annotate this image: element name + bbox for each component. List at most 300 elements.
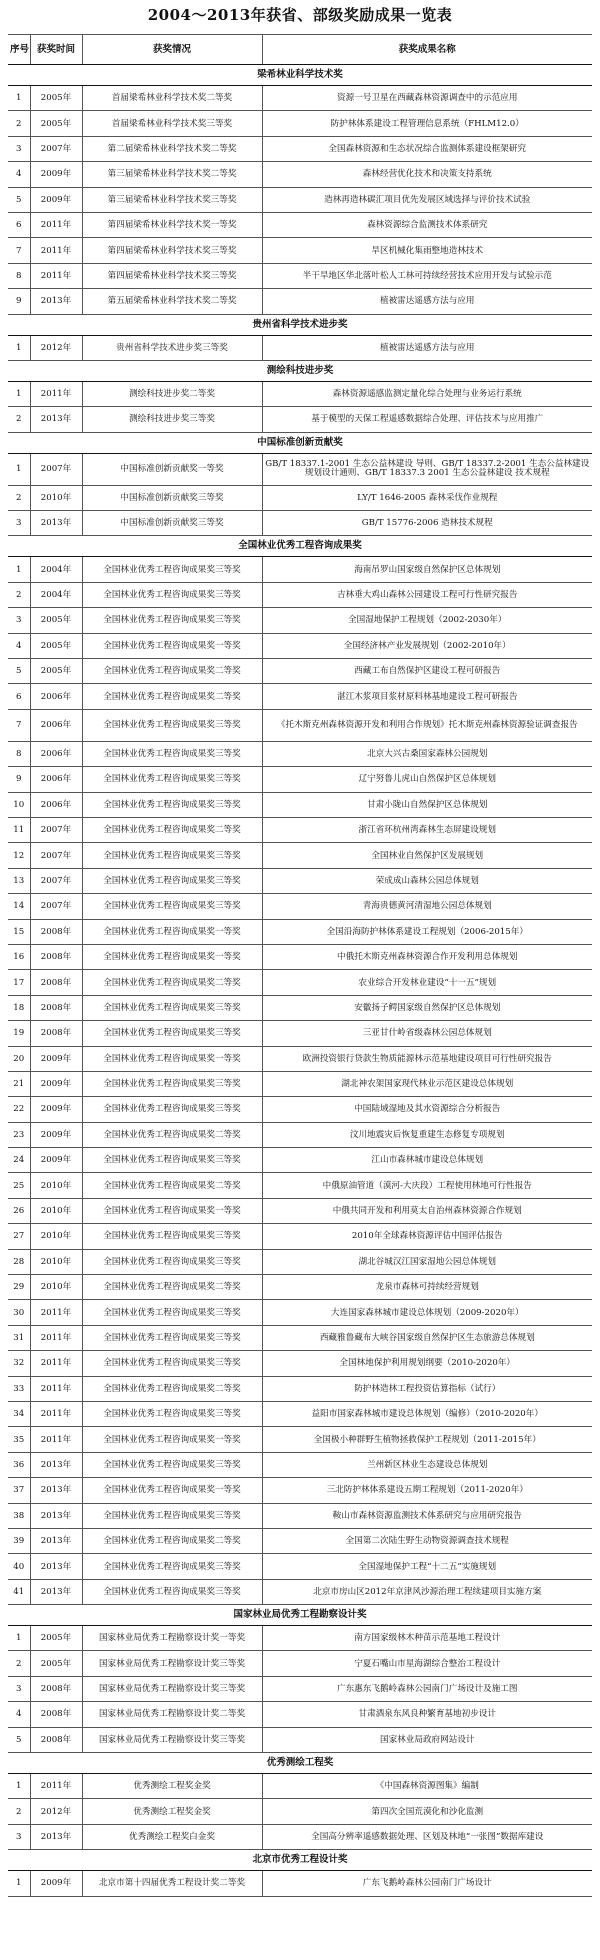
award-year: 2007年 xyxy=(30,817,82,842)
award-name: 全国林业优秀工程咨询成果奖二等奖 xyxy=(82,1376,262,1401)
result-name: 2010年全球森林资源评估中国评估报告 xyxy=(262,1224,592,1249)
document-title: 2004～2013年获省、部级奖励成果一览表 xyxy=(147,6,453,24)
award-year: 2006年 xyxy=(30,741,82,766)
row-number: 2 xyxy=(8,111,30,136)
result-name: 《中国森林资源图集》编制 xyxy=(262,1774,592,1799)
result-name: 青海贵德黄河清湿地公园总体规划 xyxy=(262,894,592,919)
table-row xyxy=(8,659,592,684)
table-row xyxy=(8,1452,592,1477)
row-number: 28 xyxy=(8,1249,30,1274)
award-year: 2011年 xyxy=(30,1401,82,1426)
award-name: 第三届梁希林业科学技术奖三等奖 xyxy=(82,187,262,212)
result-name: 益阳市国家森林城市建设总体规划（编修）（2010-2020年） xyxy=(262,1401,592,1426)
award-year: 2013年 xyxy=(30,1554,82,1579)
result-name: 防护林造林工程投资估算指标（试行） xyxy=(262,1376,592,1401)
award-name: 首届梁希林业科学技术奖二等奖 xyxy=(82,86,262,111)
section-title: 国家林业局优秀工程勘察设计奖 xyxy=(8,1605,592,1626)
award-name: 全国林业优秀工程咨询成果奖二等奖 xyxy=(82,1173,262,1198)
award-name: 国家林业局优秀工程勘察设计奖三等奖 xyxy=(82,1727,262,1752)
result-name: 浙江省环杭州湾森林生态屏建设规划 xyxy=(262,817,592,842)
result-name: 防护林体系建设工程管理信息系统（FHLM12.0） xyxy=(262,111,592,136)
table-row xyxy=(8,1528,592,1553)
table-row xyxy=(8,1198,592,1223)
table-row xyxy=(8,187,592,212)
result-name: 龙泉市森林可持续经营规划 xyxy=(262,1275,592,1300)
result-name: 全国森林资源和生态状况综合监测体系建设框架研究 xyxy=(262,136,592,161)
award-name: 测绘科技进步奖二等奖 xyxy=(82,381,262,406)
result-name: 北京市房山区2012年京津风沙源治理工程续建项目实施方案 xyxy=(262,1579,592,1604)
award-name: 第三届梁希林业科学技术奖二等奖 xyxy=(82,162,262,187)
row-number: 14 xyxy=(8,894,30,919)
table-row xyxy=(8,1097,592,1122)
row-number: 1 xyxy=(8,1774,30,1799)
award-name: 全国林业优秀工程咨询成果奖三等奖 xyxy=(82,1224,262,1249)
award-name: 全国林业优秀工程咨询成果奖三等奖 xyxy=(82,843,262,868)
award-year: 2004年 xyxy=(30,557,82,582)
award-year: 2012年 xyxy=(30,1799,82,1824)
row-number: 23 xyxy=(8,1122,30,1147)
table-row xyxy=(8,1871,592,1896)
award-year: 2013年 xyxy=(30,1478,82,1503)
result-name: 森林经营优化技术和决策支持系统 xyxy=(262,162,592,187)
table-row xyxy=(8,263,592,288)
table-row xyxy=(8,1071,592,1096)
award-year: 2005年 xyxy=(30,111,82,136)
table-row xyxy=(8,381,592,406)
award-name: 全国林业优秀工程咨询成果奖三等奖 xyxy=(82,792,262,817)
header-year: 获奖时间 xyxy=(30,35,82,65)
award-year: 2011年 xyxy=(30,238,82,263)
table-row xyxy=(8,1554,592,1579)
result-name: 湖北神农架国家现代林业示范区建设总体规划 xyxy=(262,1071,592,1096)
award-year: 2007年 xyxy=(30,843,82,868)
award-year: 2008年 xyxy=(30,1702,82,1727)
result-name: 全国第二次陆生野生动物资源调查技术规程 xyxy=(262,1528,592,1553)
award-year: 2011年 xyxy=(30,1774,82,1799)
result-name: 第四次全国荒漠化和沙化监测 xyxy=(262,1799,592,1824)
table-row xyxy=(8,1173,592,1198)
row-number: 32 xyxy=(8,1351,30,1376)
row-number: 3 xyxy=(8,1824,30,1849)
row-number: 5 xyxy=(8,659,30,684)
table-row xyxy=(8,1376,592,1401)
award-year: 2005年 xyxy=(30,659,82,684)
table-row xyxy=(8,817,592,842)
result-name: 中俄原油管道（漠河-大庆段）工程使用林地可行性报告 xyxy=(262,1173,592,1198)
row-number: 35 xyxy=(8,1427,30,1452)
award-name: 国家林业局优秀工程勘察设计奖三等奖 xyxy=(82,1651,262,1676)
result-name: 汶川地震灾后恢复重建生态修复专项规划 xyxy=(262,1122,592,1147)
table-row xyxy=(8,608,592,633)
row-number: 1 xyxy=(8,1871,30,1896)
table-row xyxy=(8,919,592,944)
row-number: 19 xyxy=(8,1021,30,1046)
section-header-row xyxy=(8,1753,592,1774)
result-name: 江山市森林城市建设总体规划 xyxy=(262,1148,592,1173)
table-row xyxy=(8,970,592,995)
award-name: 北京市第十四届优秀工程设计奖二等奖 xyxy=(82,1871,262,1896)
award-year: 2010年 xyxy=(30,1249,82,1274)
award-name: 全国林业优秀工程咨询成果奖三等奖 xyxy=(82,741,262,766)
result-name: 海南吊罗山国家级自然保护区总体规划 xyxy=(262,557,592,582)
result-name: 植被雷达遥感方法与应用 xyxy=(262,335,592,360)
award-name: 中国标准创新贡献奖一等奖 xyxy=(82,453,262,485)
result-name: 宁夏石嘴山市星海湖综合整治工程设计 xyxy=(262,1651,592,1676)
section-title: 测绘科技进步奖 xyxy=(8,360,592,381)
row-number: 36 xyxy=(8,1452,30,1477)
award-year: 2013年 xyxy=(30,1503,82,1528)
row-number: 11 xyxy=(8,817,30,842)
section-title: 北京市优秀工程设计奖 xyxy=(8,1850,592,1871)
award-year: 2011年 xyxy=(30,212,82,237)
award-year: 2013年 xyxy=(30,1824,82,1849)
table-row xyxy=(8,1579,592,1604)
result-name: 西藏雅鲁藏布大峡谷国家级自然保护区生态旅游总体规划 xyxy=(262,1325,592,1350)
award-year: 2006年 xyxy=(30,792,82,817)
award-year: 2013年 xyxy=(30,1579,82,1604)
award-name: 第四届梁希林业科学技术奖一等奖 xyxy=(82,212,262,237)
award-name: 全国林业优秀工程咨询成果奖三等奖 xyxy=(82,1300,262,1325)
award-year: 2005年 xyxy=(30,86,82,111)
result-name: 吉林垂大鸡山森林公园建设工程可行性研究报告 xyxy=(262,582,592,607)
table-row xyxy=(8,1503,592,1528)
row-number: 2 xyxy=(8,582,30,607)
row-number: 4 xyxy=(8,633,30,658)
award-name: 测绘科技进步奖三等奖 xyxy=(82,407,262,432)
row-number: 25 xyxy=(8,1173,30,1198)
award-name: 全国林业优秀工程咨询成果奖三等奖 xyxy=(82,1097,262,1122)
row-number: 26 xyxy=(8,1198,30,1223)
row-number: 8 xyxy=(8,263,30,288)
result-name: 广东飞鹅岭森林公园南门广场设计 xyxy=(262,1871,592,1896)
row-number: 1 xyxy=(8,1626,30,1651)
award-year: 2009年 xyxy=(30,1148,82,1173)
result-name: 大连国家森林城市建设总体规划（2009-2020年） xyxy=(262,1300,592,1325)
table-row xyxy=(8,238,592,263)
row-number: 21 xyxy=(8,1071,30,1096)
award-year: 2009年 xyxy=(30,1871,82,1896)
row-number: 13 xyxy=(8,868,30,893)
award-name: 全国林业优秀工程咨询成果奖三等奖 xyxy=(82,767,262,792)
result-name: 安徽扬子鳄国家级自然保护区总体规划 xyxy=(262,995,592,1020)
row-number: 1 xyxy=(8,381,30,406)
table-row xyxy=(8,1351,592,1376)
result-name: GB/T 15776-2006 造林技术规程 xyxy=(262,511,592,536)
row-number: 5 xyxy=(8,1727,30,1752)
table-row xyxy=(8,1702,592,1727)
award-name: 全国林业优秀工程咨询成果奖三等奖 xyxy=(82,1554,262,1579)
award-year: 2010年 xyxy=(30,1275,82,1300)
award-year: 2012年 xyxy=(30,335,82,360)
table-row xyxy=(8,212,592,237)
row-number: 9 xyxy=(8,289,30,314)
result-name: 植被雷达遥感方法与应用 xyxy=(262,289,592,314)
award-name: 全国林业优秀工程咨询成果奖三等奖 xyxy=(82,1503,262,1528)
award-year: 2009年 xyxy=(30,1122,82,1147)
award-name: 全国林业优秀工程咨询成果奖三等奖 xyxy=(82,1249,262,1274)
row-number: 7 xyxy=(8,238,30,263)
result-name: 三亚甘什岭省级森林公园总体规划 xyxy=(262,1021,592,1046)
table-row xyxy=(8,407,592,432)
award-name: 优秀测绘工程奖金奖 xyxy=(82,1774,262,1799)
award-year: 2008年 xyxy=(30,919,82,944)
award-year: 2008年 xyxy=(30,944,82,969)
table-row xyxy=(8,633,592,658)
result-name: 甘肃酒泉东风良种繁育基地初步设计 xyxy=(262,1702,592,1727)
award-name: 全国林业优秀工程咨询成果奖二等奖 xyxy=(82,659,262,684)
table-row xyxy=(8,511,592,536)
award-year: 2004年 xyxy=(30,582,82,607)
result-name: 中俄托木斯克州森林资源合作开发利用总体规划 xyxy=(262,944,592,969)
result-name: 《托木斯克州森林资源开发和利用合作规划》托木斯克州森林资源验证调查报告 xyxy=(262,709,592,741)
section-header-row xyxy=(8,360,592,381)
award-year: 2008年 xyxy=(30,1021,82,1046)
table-row xyxy=(8,843,592,868)
award-name: 全国林业优秀工程咨询成果奖一等奖 xyxy=(82,1427,262,1452)
row-number: 8 xyxy=(8,741,30,766)
award-name: 全国林业优秀工程咨询成果奖一等奖 xyxy=(82,1478,262,1503)
row-number: 33 xyxy=(8,1376,30,1401)
row-number: 18 xyxy=(8,995,30,1020)
header-award: 获奖情况 xyxy=(82,35,262,65)
award-year: 2011年 xyxy=(30,1351,82,1376)
award-year: 2006年 xyxy=(30,709,82,741)
award-year: 2006年 xyxy=(30,684,82,709)
award-name: 全国林业优秀工程咨询成果奖三等奖 xyxy=(82,582,262,607)
result-name: 西藏工布自然保护区建设工程可研报告 xyxy=(262,659,592,684)
result-name: 国家林业局政府网站设计 xyxy=(262,1727,592,1752)
result-name: 南方国家级林木种苗示范基地工程设计 xyxy=(262,1626,592,1651)
row-number: 2 xyxy=(8,1651,30,1676)
award-year: 2013年 xyxy=(30,289,82,314)
award-name: 全国林业优秀工程咨询成果奖三等奖 xyxy=(82,608,262,633)
row-number: 20 xyxy=(8,1046,30,1071)
award-name: 全国林业优秀工程咨询成果奖三等奖 xyxy=(82,1021,262,1046)
row-number: 7 xyxy=(8,709,30,741)
award-year: 2005年 xyxy=(30,633,82,658)
award-year: 2010年 xyxy=(30,1224,82,1249)
award-year: 2011年 xyxy=(30,381,82,406)
row-number: 16 xyxy=(8,944,30,969)
table-row xyxy=(8,1651,592,1676)
awards-table xyxy=(8,34,592,1897)
result-name: 荣成成山森林公园总体规划 xyxy=(262,868,592,893)
row-number: 38 xyxy=(8,1503,30,1528)
award-name: 国家林业局优秀工程勘察设计奖三等奖 xyxy=(82,1676,262,1701)
table-row xyxy=(8,485,592,510)
table-row xyxy=(8,894,592,919)
row-number: 1 xyxy=(8,557,30,582)
row-number: 6 xyxy=(8,212,30,237)
table-header-row xyxy=(8,35,592,65)
table-row xyxy=(8,868,592,893)
award-name: 全国林业优秀工程咨询成果奖一等奖 xyxy=(82,919,262,944)
award-name: 全国林业优秀工程咨询成果奖三等奖 xyxy=(82,557,262,582)
award-year: 2008年 xyxy=(30,1727,82,1752)
award-year: 2011年 xyxy=(30,1300,82,1325)
row-number: 1 xyxy=(8,335,30,360)
table-row xyxy=(8,335,592,360)
table-row xyxy=(8,1727,592,1752)
result-name: 湖北谷城汉江国家湿地公园总体规划 xyxy=(262,1249,592,1274)
result-name: 全国湿地保护工程规划（2002-2030年） xyxy=(262,608,592,633)
section-title: 全国林业优秀工程咨询成果奖 xyxy=(8,536,592,557)
table-row xyxy=(8,86,592,111)
result-name: 甘肃小陇山自然保护区总体规划 xyxy=(262,792,592,817)
result-name: 中国陆域湿地及其水资源综合分析报告 xyxy=(262,1097,592,1122)
table-row xyxy=(8,767,592,792)
award-year: 2007年 xyxy=(30,894,82,919)
section-header-row xyxy=(8,314,592,335)
table-row xyxy=(8,709,592,741)
award-year: 2007年 xyxy=(30,453,82,485)
table-row xyxy=(8,136,592,161)
award-year: 2008年 xyxy=(30,970,82,995)
row-number: 27 xyxy=(8,1224,30,1249)
award-name: 首届梁希林业科学技术奖三等奖 xyxy=(82,111,262,136)
result-name: 全国沿海防护林体系建设工程规划（2006-2015年） xyxy=(262,919,592,944)
row-number: 24 xyxy=(8,1148,30,1173)
result-name: 全国湿地保护工程“十二五”实施规划 xyxy=(262,1554,592,1579)
table-row xyxy=(8,111,592,136)
award-year: 2009年 xyxy=(30,187,82,212)
award-year: 2009年 xyxy=(30,1046,82,1071)
row-number: 3 xyxy=(8,1676,30,1701)
award-name: 国家林业局优秀工程勘察设计奖二等奖 xyxy=(82,1702,262,1727)
award-year: 2011年 xyxy=(30,263,82,288)
award-name: 全国林业优秀工程咨询成果奖二等奖 xyxy=(82,684,262,709)
table-row xyxy=(8,1401,592,1426)
result-name: 资源一号卫星在西藏森林资源调查中的示范应用 xyxy=(262,86,592,111)
award-year: 2009年 xyxy=(30,1071,82,1096)
table-row xyxy=(8,1275,592,1300)
result-name: 旱区机械化集雨整地造林技术 xyxy=(262,238,592,263)
row-number: 3 xyxy=(8,511,30,536)
award-name: 第四届梁希林业科学技术奖三等奖 xyxy=(82,263,262,288)
row-number: 41 xyxy=(8,1579,30,1604)
row-number: 30 xyxy=(8,1300,30,1325)
award-name: 全国林业优秀工程咨询成果奖二等奖 xyxy=(82,1528,262,1553)
row-number: 34 xyxy=(8,1401,30,1426)
section-header-row xyxy=(8,432,592,453)
award-name: 全国林业优秀工程咨询成果奖二等奖 xyxy=(82,1275,262,1300)
table-row xyxy=(8,995,592,1020)
table-row xyxy=(8,453,592,485)
award-year: 2009年 xyxy=(30,162,82,187)
award-name: 全国林业优秀工程咨询成果奖三等奖 xyxy=(82,1071,262,1096)
award-year: 2007年 xyxy=(30,136,82,161)
result-name: 全国经济林产业发展规划（2002-2010年） xyxy=(262,633,592,658)
table-row xyxy=(8,1224,592,1249)
result-name: 鞍山市森林资源监测技术体系研究与应用研究报告 xyxy=(262,1503,592,1528)
award-year: 2011年 xyxy=(30,1376,82,1401)
award-name: 全国林业优秀工程咨询成果奖三等奖 xyxy=(82,894,262,919)
section-title: 贵州省科学技术进步奖 xyxy=(8,314,592,335)
award-year: 2011年 xyxy=(30,1325,82,1350)
table-row xyxy=(8,1626,592,1651)
table-row xyxy=(8,684,592,709)
result-name: 全国林地保护利用规划纲要（2010-2020年） xyxy=(262,1351,592,1376)
row-number: 12 xyxy=(8,843,30,868)
award-year: 2013年 xyxy=(30,511,82,536)
section-title: 中国标准创新贡献奖 xyxy=(8,432,592,453)
result-name: 欧洲投资银行贷款生物质能源林示范基地建设项目可行性研究报告 xyxy=(262,1046,592,1071)
award-year: 2007年 xyxy=(30,868,82,893)
table-row xyxy=(8,1249,592,1274)
row-number: 40 xyxy=(8,1554,30,1579)
table-row xyxy=(8,1676,592,1701)
award-name: 全国林业优秀工程咨询成果奖三等奖 xyxy=(82,709,262,741)
row-number: 37 xyxy=(8,1478,30,1503)
row-number: 2 xyxy=(8,485,30,510)
award-year: 2005年 xyxy=(30,1626,82,1651)
award-name: 国家林业局优秀工程勘察设计奖一等奖 xyxy=(82,1626,262,1651)
result-name: 北京大兴古桑国家森林公园规划 xyxy=(262,741,592,766)
section-title: 梁希林业科学技术奖 xyxy=(8,65,592,86)
table-row xyxy=(8,1021,592,1046)
row-number: 1 xyxy=(8,453,30,485)
table-row xyxy=(8,944,592,969)
header-result: 获奖成果名称 xyxy=(262,35,592,65)
result-name: 森林资源遥感监测定量化综合处理与业务运行系统 xyxy=(262,381,592,406)
section-header-row xyxy=(8,1850,592,1871)
award-name: 贵州省科学技术进步奖三等奖 xyxy=(82,335,262,360)
row-number: 5 xyxy=(8,187,30,212)
award-name: 全国林业优秀工程咨询成果奖三等奖 xyxy=(82,1452,262,1477)
result-name: 全国极小种群野生植物拯救保护工程规划（2011-2015年） xyxy=(262,1427,592,1452)
result-name: 基于模型的天保工程遥感数据综合处理、评估技术与应用推广 xyxy=(262,407,592,432)
section-header-row xyxy=(8,65,592,86)
row-number: 39 xyxy=(8,1528,30,1553)
table-row xyxy=(8,1478,592,1503)
result-name: 全国林业自然保护区发展规划 xyxy=(262,843,592,868)
award-name: 第四届梁希林业科学技术奖三等奖 xyxy=(82,238,262,263)
award-name: 全国林业优秀工程咨询成果奖二等奖 xyxy=(82,970,262,995)
table-row xyxy=(8,289,592,314)
result-name: LY/T 1646-2005 森林采伐作业规程 xyxy=(262,485,592,510)
row-number: 22 xyxy=(8,1097,30,1122)
award-name: 全国林业优秀工程咨询成果奖二等奖 xyxy=(82,817,262,842)
award-year: 2013年 xyxy=(30,1528,82,1553)
table-row xyxy=(8,582,592,607)
award-name: 全国林业优秀工程咨询成果奖一等奖 xyxy=(82,633,262,658)
row-number: 6 xyxy=(8,684,30,709)
awards-body xyxy=(8,65,592,1897)
award-name: 优秀测绘工程奖金奖 xyxy=(82,1799,262,1824)
section-header-row xyxy=(8,1605,592,1626)
row-number: 1 xyxy=(8,86,30,111)
award-year: 2013年 xyxy=(30,407,82,432)
award-name: 第二届梁希林业科学技术奖二等奖 xyxy=(82,136,262,161)
award-name: 全国林业优秀工程咨询成果奖三等奖 xyxy=(82,868,262,893)
award-name: 全国林业优秀工程咨询成果奖三等奖 xyxy=(82,1325,262,1350)
row-number: 17 xyxy=(8,970,30,995)
award-year: 2005年 xyxy=(30,1651,82,1676)
section-title: 优秀测绘工程奖 xyxy=(8,1753,592,1774)
table-row xyxy=(8,1774,592,1799)
award-name: 中国标准创新贡献奖三等奖 xyxy=(82,511,262,536)
result-name: 辽宁努鲁儿虎山自然保护区总体规划 xyxy=(262,767,592,792)
table-row xyxy=(8,1427,592,1452)
award-name: 全国林业优秀工程咨询成果奖三等奖 xyxy=(82,1148,262,1173)
award-year: 2009年 xyxy=(30,1097,82,1122)
award-name: 全国林业优秀工程咨询成果奖三等奖 xyxy=(82,1351,262,1376)
row-number: 31 xyxy=(8,1325,30,1350)
award-name: 全国林业优秀工程咨询成果奖一等奖 xyxy=(82,944,262,969)
row-number: 2 xyxy=(8,1799,30,1824)
row-number: 29 xyxy=(8,1275,30,1300)
table-row xyxy=(8,1046,592,1071)
